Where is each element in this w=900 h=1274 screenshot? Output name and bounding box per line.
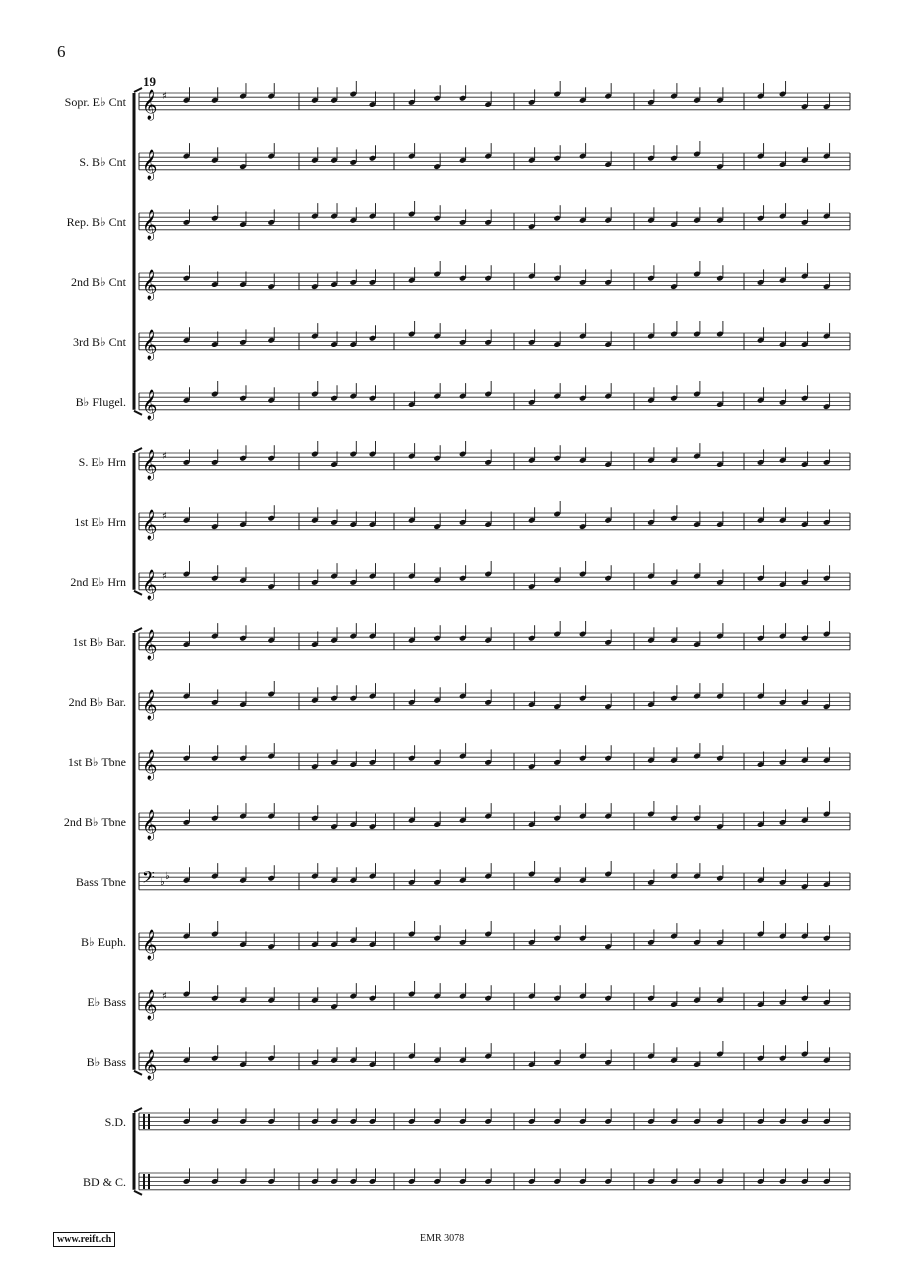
treble-clef-icon: 𝄞 [142, 630, 158, 660]
percussion-clef-icon [143, 1174, 145, 1189]
staff [139, 921, 850, 961]
staff [139, 321, 850, 361]
staff [139, 1108, 850, 1129]
treble-clef-icon: 𝄞 [142, 90, 158, 120]
instrument-label: 1st B♭ Bar. [72, 635, 126, 649]
treble-clef-icon: 𝄞 [142, 930, 158, 960]
staff [139, 861, 850, 891]
bracket-hook [134, 88, 142, 92]
instrument-label: 1st B♭ Tbne [67, 755, 126, 769]
treble-clef-icon: 𝄞 [142, 750, 158, 780]
percussion-clef-icon [148, 1114, 150, 1129]
staff [139, 141, 850, 181]
measure-number: 19 [143, 74, 156, 89]
treble-clef-icon: 𝄞 [142, 1050, 158, 1080]
bracket-hook [134, 411, 142, 415]
instrument-label: BD & C. [82, 1175, 126, 1189]
instrument-label: B♭ Flugel. [75, 395, 126, 409]
staff [139, 561, 850, 601]
instrument-label: 2nd B♭ Tbne [63, 815, 126, 829]
bracket-hook [134, 448, 142, 452]
instrument-label: S.D. [104, 1115, 126, 1129]
bracket-hook [134, 1191, 142, 1195]
sharp-icon: ♯ [162, 511, 167, 522]
staff [139, 743, 850, 781]
bracket-hook [134, 628, 142, 632]
bracket-hook [134, 591, 142, 595]
treble-clef-icon: 𝄞 [142, 270, 158, 300]
treble-clef-icon: 𝄞 [142, 210, 158, 240]
instrument-label: Bass Tbne [75, 875, 126, 889]
treble-clef-icon: 𝄞 [142, 990, 158, 1020]
flat-icon: ♭ [165, 871, 170, 882]
treble-clef-icon: 𝄞 [142, 570, 158, 600]
instrument-label: 2nd B♭ Bar. [68, 695, 126, 709]
instrument-label: Sopr. E♭ Cnt [64, 95, 126, 109]
instrument-label: 2nd B♭ Cnt [70, 275, 126, 289]
staff [139, 1041, 850, 1081]
instrument-label: S. E♭ Hrn [78, 455, 126, 469]
bracket-hook [134, 1108, 142, 1112]
sharp-icon: ♯ [162, 991, 167, 1002]
sharp-icon: ♯ [162, 571, 167, 582]
staff [139, 981, 850, 1021]
treble-clef-icon: 𝄞 [142, 510, 158, 540]
staff [139, 201, 850, 241]
staff [139, 621, 850, 661]
treble-clef-icon: 𝄞 [142, 390, 158, 420]
percussion-clef-icon [143, 1114, 145, 1129]
page-number: 6 [57, 42, 66, 61]
treble-clef-icon: 𝄞 [142, 810, 158, 840]
instrument-label: B♭ Euph. [81, 935, 126, 949]
footer-link[interactable]: www.reift.ch [53, 1232, 115, 1247]
instrument-label: B♭ Bass [86, 1055, 126, 1069]
staff [139, 81, 850, 121]
instrument-label: S. B♭ Cnt [79, 155, 126, 169]
staff [139, 1168, 850, 1189]
instrument-label: 3rd B♭ Cnt [73, 335, 126, 349]
treble-clef-icon: 𝄞 [142, 450, 158, 480]
bracket-hook [134, 1071, 142, 1075]
staff [139, 801, 850, 841]
flat-icon: ♭ [160, 877, 165, 888]
instrument-label: Rep. B♭ Cnt [66, 215, 126, 229]
treble-clef-icon: 𝄞 [142, 690, 158, 720]
staff [139, 381, 850, 421]
sharp-icon: ♯ [162, 91, 167, 102]
instrument-label: 1st E♭ Hrn [74, 515, 126, 529]
staff [139, 681, 850, 721]
treble-clef-icon: 𝄞 [142, 150, 158, 180]
bass-clef-icon: 𝄢 [142, 867, 155, 891]
staff [139, 441, 850, 481]
sharp-icon: ♯ [162, 451, 167, 462]
instrument-label: E♭ Bass [87, 995, 126, 1009]
percussion-clef-icon [148, 1174, 150, 1189]
treble-clef-icon: 𝄞 [142, 330, 158, 360]
footer-code: EMR 3078 [420, 1233, 465, 1244]
staff [139, 501, 850, 541]
staff [139, 261, 850, 301]
instrument-label: 2nd E♭ Hrn [70, 575, 126, 589]
